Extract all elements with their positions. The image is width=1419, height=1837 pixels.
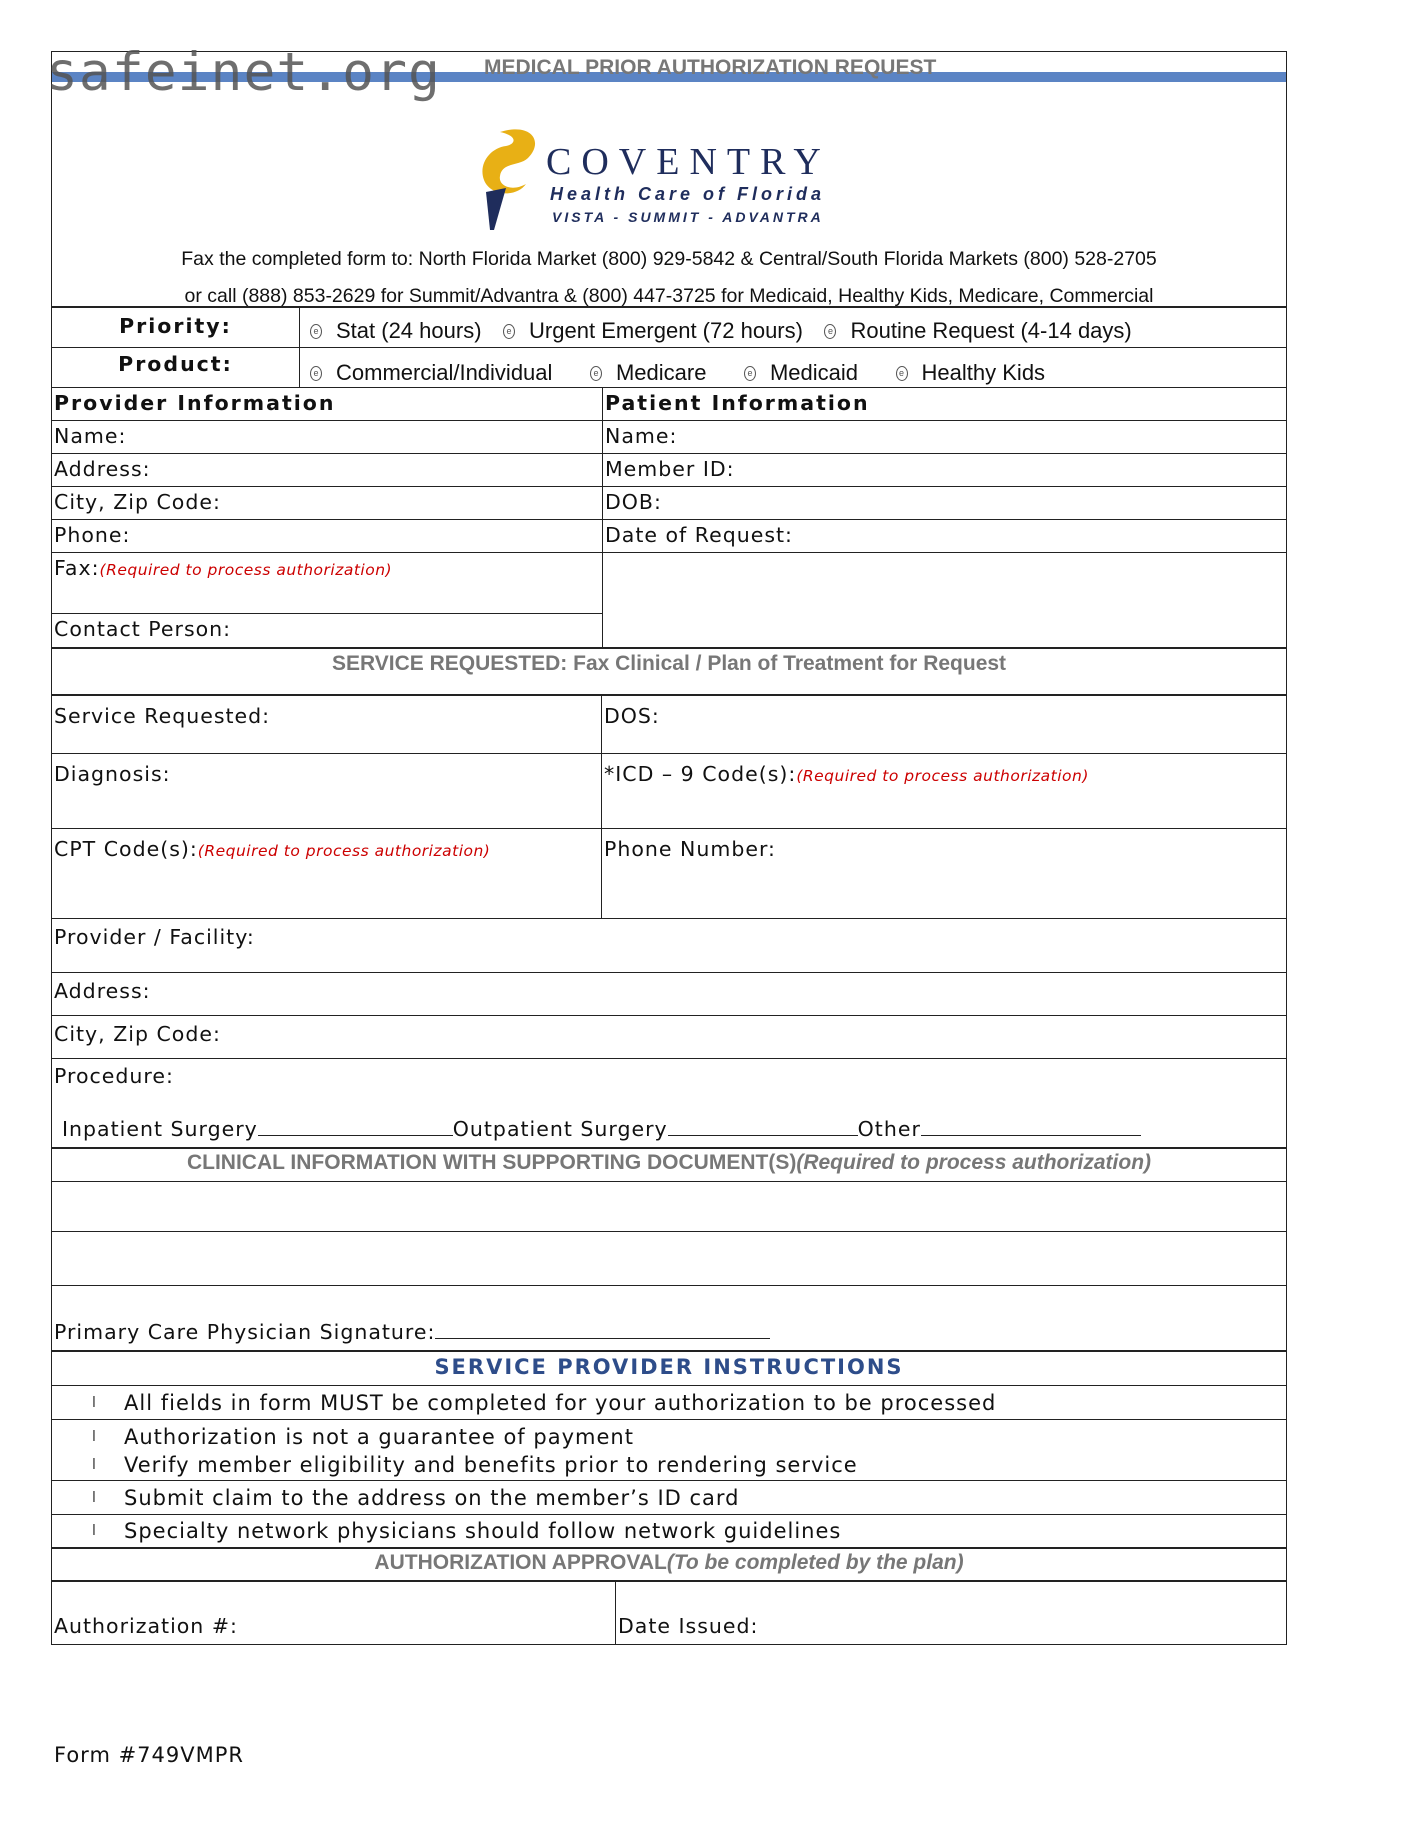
cpt-code-field[interactable]: CPT Code(s):(Required to process authorization) bbox=[52, 829, 602, 918]
clinical-heading-row bbox=[52, 1149, 1286, 1182]
form-number: Form #749VMPR bbox=[54, 1743, 244, 1767]
product-options bbox=[300, 348, 1059, 387]
product-row bbox=[52, 348, 1286, 388]
coventry-logo bbox=[472, 122, 912, 242]
radio-icon[interactable]: e bbox=[590, 366, 602, 381]
service-requested-field[interactable]: Service Requested: bbox=[52, 696, 602, 753]
radio-icon[interactable]: e bbox=[896, 366, 908, 381]
product-option-commercial[interactable]: e Commercial/Individual bbox=[310, 360, 552, 386]
radio-icon[interactable]: e bbox=[824, 324, 836, 339]
service-row-3 bbox=[52, 829, 1286, 919]
priority-label: Priority: bbox=[52, 308, 300, 347]
approval-heading: AUTHORIZATION APPROVAL(To be completed by the plan) bbox=[374, 1551, 964, 1574]
facility-city-field[interactable]: City, Zip Code: bbox=[54, 1022, 221, 1046]
info-section bbox=[52, 388, 1286, 649]
instructions-heading: SERVICE PROVIDER INSTRUCTIONS bbox=[434, 1355, 904, 1379]
pcp-signature-field[interactable]: Primary Care Physician Signature: bbox=[52, 1317, 772, 1350]
phone-number-field[interactable]: Phone Number: bbox=[604, 837, 776, 861]
fax-instructions-line-2: or call (888) 853-2629 for Summit/Advantra & (800) 447-3725 for Medicaid, Healthy Kids, Medicare, Commercial bbox=[184, 285, 1154, 307]
icd-code-field[interactable]: *ICD – 9 Code(s):(Required to process authorization) bbox=[604, 762, 1089, 786]
patient-information bbox=[603, 388, 1286, 647]
provider-contact-field[interactable]: Contact Person: bbox=[54, 617, 232, 641]
procedure-label: Procedure: bbox=[54, 1064, 174, 1088]
other-blank[interactable] bbox=[921, 1135, 1141, 1136]
provider-address-field[interactable]: Address: bbox=[54, 457, 151, 481]
svg-text:VISTA - SUMMIT - ADVANTRA: VISTA - SUMMIT - ADVANTRA bbox=[552, 209, 824, 225]
service-row-1 bbox=[52, 696, 1286, 754]
service-heading: SERVICE REQUESTED: Fax Clinical / Plan of Treatment for Request bbox=[331, 652, 1007, 675]
product-label: Product: bbox=[52, 348, 300, 387]
patient-name-field[interactable]: Name: bbox=[605, 424, 678, 448]
approval-row bbox=[52, 1582, 1286, 1644]
instruction-item: l Verify member eligibility and benefits prior to rendering service bbox=[92, 1453, 858, 1477]
facility-address-field[interactable]: Address: bbox=[54, 979, 151, 1003]
provider-city-field[interactable]: City, Zip Code: bbox=[54, 490, 221, 514]
product-option-medicaid[interactable]: e Medicaid bbox=[744, 360, 858, 386]
service-row-2 bbox=[52, 754, 1286, 829]
priority-options bbox=[300, 308, 1146, 347]
svg-text:Health Care of Florida: Health Care of Florida bbox=[550, 184, 826, 204]
instruction-item: l Submit claim to the address on the member’s ID card bbox=[92, 1485, 740, 1510]
provider-phone-field[interactable]: Phone: bbox=[54, 523, 131, 547]
product-option-medicare[interactable]: e Medicare bbox=[590, 360, 706, 386]
instruction-item: l Specialty network physicians should follow network guidelines bbox=[92, 1519, 842, 1543]
fax-instructions-line-1: Fax the completed form to: North Florida Market (800) 929-5842 & Central/South Florida Markets (800) 528-2705 bbox=[181, 248, 1157, 270]
required-note: (Required to process authorization) bbox=[796, 767, 1089, 785]
clinical-heading: CLINICAL INFORMATION WITH SUPPORTING DOCUMENT(S)(Required to process authorization) bbox=[186, 1151, 1152, 1174]
approval-heading-row bbox=[52, 1549, 1286, 1582]
watermark: safeinet.org bbox=[46, 42, 441, 103]
procedure-row bbox=[52, 1059, 1286, 1149]
patient-heading: Patient Information bbox=[605, 391, 870, 415]
header bbox=[52, 82, 1286, 308]
clinical-line-1[interactable] bbox=[52, 1182, 1286, 1232]
radio-icon[interactable]: e bbox=[310, 324, 322, 339]
other-label: Other bbox=[857, 1117, 921, 1141]
required-note: (Required to process authorization) bbox=[197, 842, 491, 860]
inpatient-surgery-label: Inpatient Surgery bbox=[62, 1117, 258, 1141]
provider-name-field[interactable]: Name: bbox=[54, 424, 127, 448]
signature-blank[interactable] bbox=[435, 1338, 770, 1339]
diagnosis-field[interactable]: Diagnosis: bbox=[52, 754, 602, 828]
patient-dob-field[interactable]: DOB: bbox=[605, 490, 662, 514]
priority-option-stat[interactable]: e Stat (24 hours) bbox=[310, 318, 482, 344]
signature-row bbox=[52, 1286, 1286, 1352]
instruction-item: l Authorization is not a guarantee of payment bbox=[92, 1425, 634, 1449]
dos-field[interactable]: DOS: bbox=[604, 704, 660, 728]
provider-information bbox=[52, 388, 603, 647]
form-title: MEDICAL PRIOR AUTHORIZATION REQUEST bbox=[484, 56, 937, 79]
authorization-number-field[interactable]: Authorization #: bbox=[52, 1582, 616, 1644]
radio-icon[interactable]: e bbox=[310, 366, 322, 381]
outpatient-surgery-label: Outpatient Surgery bbox=[452, 1117, 668, 1141]
provider-facility-field[interactable]: Provider / Facility: bbox=[54, 925, 255, 949]
flame-icon bbox=[482, 129, 535, 193]
outpatient-surgery-blank[interactable] bbox=[668, 1135, 858, 1136]
provider-heading: Provider Information bbox=[54, 391, 336, 415]
inpatient-surgery-blank[interactable] bbox=[258, 1135, 453, 1136]
required-note: (Required to process authorization) bbox=[99, 561, 393, 579]
priority-row bbox=[52, 308, 1286, 348]
prior-authorization-form bbox=[51, 51, 1287, 1645]
date-issued-field[interactable]: Date Issued: bbox=[618, 1614, 759, 1638]
priority-option-urgent[interactable]: e Urgent Emergent (72 hours) bbox=[503, 318, 803, 344]
patient-date-of-request-field[interactable]: Date of Request: bbox=[605, 523, 793, 547]
provider-fax-field[interactable]: Fax:(Required to process authorization) bbox=[54, 556, 393, 580]
priority-option-routine[interactable]: e Routine Request (4-14 days) bbox=[824, 318, 1131, 344]
svg-text:COVENTRY: COVENTRY bbox=[546, 141, 831, 183]
product-option-healthy-kids[interactable]: e Healthy Kids bbox=[896, 360, 1046, 386]
instruction-item: l All fields in form MUST be completed for your authorization to be processed bbox=[92, 1390, 997, 1415]
patient-member-id-field[interactable]: Member ID: bbox=[605, 457, 735, 481]
service-heading-row bbox=[52, 649, 1286, 696]
radio-icon[interactable]: e bbox=[503, 324, 515, 339]
procedure-options bbox=[52, 1091, 1286, 1141]
radio-icon[interactable]: e bbox=[744, 366, 756, 381]
clinical-line-2[interactable] bbox=[52, 1232, 1286, 1286]
